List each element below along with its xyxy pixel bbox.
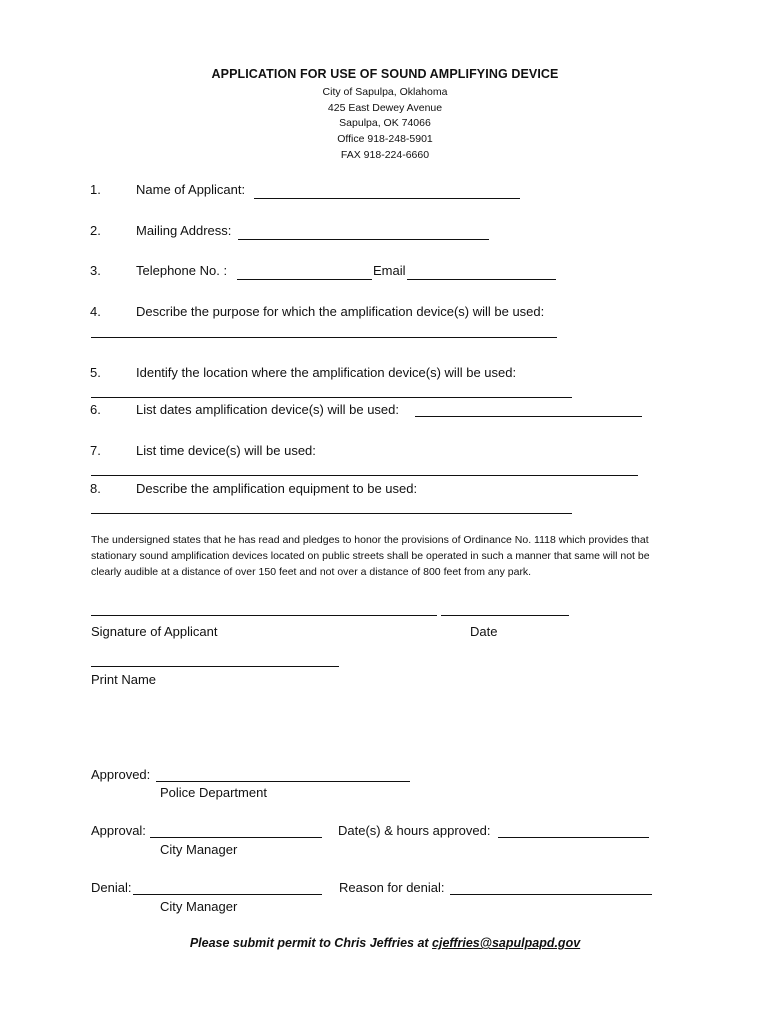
dates-label: List dates amplification device(s) will be used: [136,402,400,417]
submission-text: Please submit permit to Chris Jeffries at [189,936,433,950]
item-number-8: 8. [90,481,101,496]
item-number-5: 5. [90,365,101,380]
item-number-7: 7. [90,443,101,458]
telephone-label: Telephone No. : [136,263,228,278]
dates-field[interactable] [415,416,642,417]
police-department-label: Police Department [160,785,267,800]
purpose-label: Describe the purpose for which the amplification device(s) will be used: [136,304,545,319]
approved-label: Approved: [91,767,151,782]
approved-field[interactable] [156,781,410,782]
denial-field[interactable] [133,894,322,895]
item-number-2: 2. [90,223,101,238]
print-name-field[interactable] [91,666,339,667]
reason-for-denial-label: Reason for denial: [339,880,445,895]
telephone-field[interactable] [237,279,372,280]
dates-hours-approved-label: Date(s) & hours approved: [338,823,491,838]
dates-hours-approved-field[interactable] [498,837,649,838]
equipment-field[interactable] [91,513,572,514]
date-field[interactable] [441,615,569,616]
name-of-applicant-label: Name of Applicant: [136,182,246,197]
equipment-label: Describe the amplification equipment to be used: [136,481,418,496]
mailing-address-label: Mailing Address: [136,223,232,238]
city-manager-label-approval: City Manager [160,842,238,857]
submission-email-link[interactable]: cjeffries@sapulpapd.gov [432,936,581,950]
email-label: Email [373,263,406,278]
item-number-1: 1. [90,182,101,197]
city-manager-label-denial: City Manager [160,899,238,914]
location-label: Identify the location where the amplification device(s) will be used: [136,365,517,380]
time-label: List time device(s) will be used: [136,443,316,458]
reason-for-denial-field[interactable] [450,894,652,895]
date-label: Date [470,624,498,639]
ordinance-statement: The undersigned states that he has read and pledges to honor the provisions of Ordinance No. 1118 which provides that stationary sound amplification devices located on public streets shall be operated in such a manner that same will not be clearly audible at a distance of over 150 feet and not over a distance of 800 feet from any park. [91,534,650,578]
item-number-4: 4. [90,304,101,319]
address-line-fax: FAX 918-224-6660 [340,149,430,161]
address-line-street: 425 East Dewey Avenue [327,102,443,114]
location-field[interactable] [91,397,572,398]
name-of-applicant-field[interactable] [254,198,520,199]
signature-label: Signature of Applicant [91,624,218,639]
mailing-address-field[interactable] [238,239,489,240]
address-line-city: City of Sapulpa, Oklahoma [322,86,448,98]
approval-field[interactable] [150,837,322,838]
denial-label: Denial: [91,880,132,895]
email-field[interactable] [407,279,556,280]
address-line-office: Office 918-248-5901 [337,133,433,145]
address-line-citystate: Sapulpa, OK 74066 [339,117,431,129]
submission-instructions [0,936,770,950]
print-name-label: Print Name [91,672,157,687]
time-field[interactable] [91,475,638,476]
item-number-3: 3. [90,263,101,278]
purpose-field[interactable] [91,337,557,338]
approval-label: Approval: [91,823,146,838]
item-number-6: 6. [90,402,101,417]
signature-field[interactable] [91,615,437,616]
form-title: APPLICATION FOR USE OF SOUND AMPLIFYING DEVICE [211,67,559,81]
